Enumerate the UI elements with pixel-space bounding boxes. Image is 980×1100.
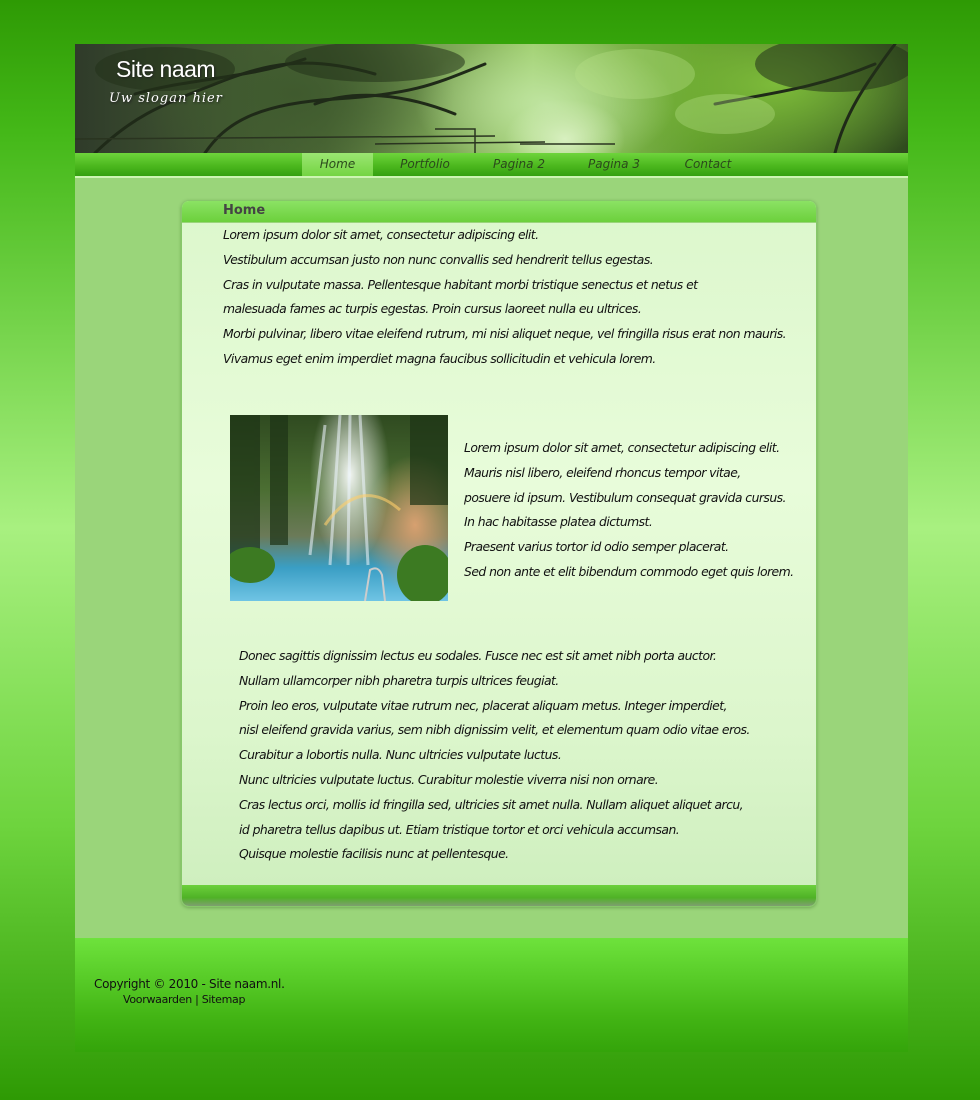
page-title: Home — [223, 203, 266, 218]
nav-item-portfolio[interactable]: Portfolio — [400, 157, 450, 171]
header-banner — [75, 44, 908, 153]
intro-line: malesuada fames ac turpis egestas. Proin cursus laoreet nulla eu ultrices. — [223, 301, 642, 317]
bottom-line: Nullam ullamcorper nibh pharetra turpis ultrices feugiat. — [239, 672, 559, 688]
nav-item-pagina-2[interactable]: Pagina 2 — [493, 157, 545, 171]
content-panel — [181, 200, 817, 907]
side-line: In hac habitasse platea dictumst. — [464, 514, 653, 530]
intro-line: Vestibulum accumsan justo non nunc convallis sed hendrerit tellus egestas. — [223, 251, 654, 267]
bottom-line: Quisque molestie facilisis nunc at pellentesque. — [239, 846, 509, 862]
side-line: posuere id ipsum. Vestibulum consequat gravida cursus. — [464, 489, 786, 505]
intro-line: Morbi pulvinar, libero vitae eleifend rutrum, mi nisi aliquet neque, vel fringilla risus erat non mauris. — [223, 326, 787, 342]
site-slogan: Uw slogan hier — [109, 91, 223, 106]
bottom-line: Proin leo eros, vulputate vitae rutrum nec, placerat aliquam metus. Integer imperdiet, — [239, 697, 727, 713]
bottom-line: id pharetra tellus dapibus ut. Etiam tristique tortor et orci vehicula accumsan. — [239, 821, 680, 837]
copyright-text: Copyright © 2010 - Site naam.nl. — [94, 977, 285, 991]
side-line: Sed non ante et elit bibendum commodo eget quis lorem. — [464, 563, 794, 579]
page-frame — [75, 44, 908, 1052]
intro-text — [223, 223, 786, 372]
intro-line: Vivamus eget enim imperdiet magna faucibus sollicitudin et vehicula lorem. — [223, 350, 656, 366]
bottom-line: Nunc ultricies vulputate luctus. Curabitur molestie viverra nisi non ornare. — [239, 771, 659, 787]
bottom-line: Curabitur a lobortis nulla. Nunc ultricies vulputate luctus. — [239, 747, 562, 763]
bottom-line: Cras lectus orci, mollis id fringilla sed, ultricies sit amet nulla. Nullam aliquet aliquet arcu, — [239, 796, 744, 812]
nav-item-pagina-3[interactable]: Pagina 3 — [588, 157, 640, 171]
footer-links — [123, 993, 245, 1006]
page-footer — [75, 938, 908, 1052]
sitemap-link[interactable]: Sitemap — [201, 993, 246, 1006]
side-text — [464, 436, 794, 585]
main-nav — [75, 153, 908, 178]
panel-footer — [182, 885, 816, 906]
intro-line: Lorem ipsum dolor sit amet, consectetur adipiscing elit. — [223, 227, 539, 242]
side-line: Lorem ipsum dolor sit amet, consectetur adipiscing elit. — [464, 440, 780, 455]
bottom-text — [239, 644, 750, 867]
bottom-line: Donec sagittis dignissim lectus eu sodales. Fusce nec est sit amet nibh porta auctor. — [239, 648, 717, 663]
waterfall-image — [230, 415, 448, 601]
terms-link[interactable]: Voorwaarden — [123, 993, 192, 1006]
nav-item-contact[interactable]: Contact — [684, 157, 732, 171]
side-line: Praesent varius tortor id odio semper placerat. — [464, 539, 729, 555]
side-line: Mauris nisl libero, eleifend rhoncus tempor vitae, — [464, 464, 741, 480]
panel-header — [182, 201, 816, 223]
nav-item-home[interactable]: Home — [302, 153, 373, 176]
content-area — [75, 178, 908, 938]
site-name[interactable]: Site naam — [116, 56, 216, 82]
intro-line: Cras in vulputate massa. Pellentesque habitant morbi tristique senectus et netus et — [223, 276, 698, 292]
bottom-line: nisl eleifend gravida varius, sem nibh dignissim velit, et elementum quam odio vitae eros. — [239, 722, 750, 738]
link-separator: | — [191, 993, 202, 1006]
